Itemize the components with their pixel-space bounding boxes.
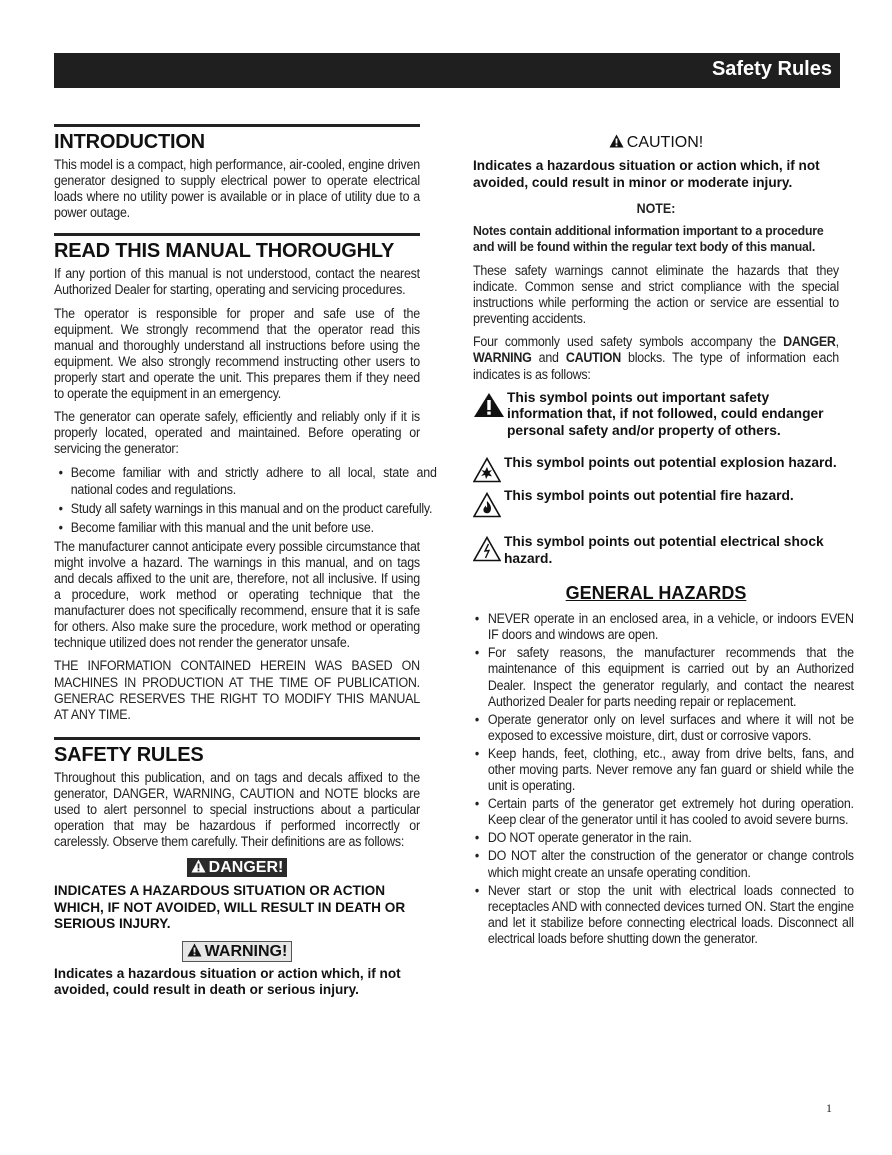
list-item: • Certain parts of the generator get extremely hot during operation. Keep clear of the generator until it has cooled to avoid severe burns. [473,796,854,828]
right-p2 [473,334,839,382]
symbol-row [473,455,839,472]
danger-label [187,858,288,877]
fire-icon [473,492,501,518]
list-item: • Become familiar with and strictly adhere to all local, state and national codes and regulations. [54,465,437,497]
read-manual-p1: If any portion of this manual is not understood, contact the nearest Authorized Dealer for starting, operating and servicing procedures. [54,266,420,298]
list-item: • Operate generator only on level surfaces and where it will not be exposed to excessive moisture, dirt, dust or corrosive vapors. [473,712,854,744]
list-item: • Study all safety warnings in this manual and on the product carefully. [54,501,437,517]
danger-label-text: DANGER! [208,859,284,877]
symbol-row [473,488,839,519]
warning-label-row [54,941,420,962]
intro-text: This model is a compact, high performance, air-cooled, engine driven generator designed to supply electrical power to operate electrical loads where no utility power is available or in place of utility due to a power outage. [54,157,420,221]
p2-warning: WARNING [473,350,532,366]
warning-label [182,941,293,962]
list-item: • DO NOT alter the construction of the generator or change controls which might create an unsafe operating condition. [473,848,854,880]
warning-label-text: WARNING! [204,942,288,960]
read-manual-p3: The generator can operate safely, efficiently and reliably only if it is properly located, operated and maintained. Before operating or servicing the generator: [54,409,420,457]
section-rule [54,233,420,236]
symbol-row [473,390,839,440]
p2-text: blocks. The type of information each indicates is as follows: [473,350,839,382]
list-item: • Keep hands, feet, clothing, etc., away from drive belts, fans, and other moving parts. Never remove any fan guard or shield while the unit is operating. [473,746,854,794]
electric-shock-icon [473,536,501,562]
danger-text: INDICATES A HAZARDOUS SITUATION OR ACTION WHICH, IF NOT AVOIDED, WILL RESULT IN DEATH OR SERIOUS INJURY. [54,883,406,932]
page-number: 1 [826,1101,832,1115]
list-item: • Never start or stop the unit with electrical loads connected to receptacles AND with connected devices turned ON. Start the engine and let it stabilize before connecting electrical loads. Disconnect all electrical loads before shutting down the generator. [473,883,854,947]
symbol-text: This symbol points out important safety information that, if not followed, could endanger personal safety and/or property of others. [507,389,824,438]
header-bar [54,53,840,88]
warning-text: Indicates a hazardous situation or action which, if not avoided, could result in death or serious injury. [54,965,401,998]
p2-caution: CAUTION [565,350,621,366]
read-manual-bullets [54,465,437,535]
exclamation-triangle-icon [473,392,505,418]
p2-text: and [531,350,566,366]
read-manual-heading: READ THIS MANUAL THOROUGHLY [54,240,395,263]
symbol-text: This symbol points out potential fire hazard. [504,487,794,503]
safety-rules-text: Throughout this publication, and on tags and decals affixed to the generator, DANGER, WARNING, CAUTION and NOTE blocks are used to alert personnel to special instructions about a particular operation that may be hazardous if performed incorrectly or carelessly. Observe them carefully. Their definitions are as follows: [54,769,420,850]
p2-text: , [835,334,839,350]
warning-triangle-icon [609,134,624,148]
warning-triangle-icon [187,943,202,957]
intro-heading: INTRODUCTION [54,131,205,153]
list-item: • DO NOT operate generator in the rain. [473,830,854,846]
caution-label-text: CAUTION! [626,134,704,151]
p2-danger: DANGER [783,334,836,350]
list-item: • For safety reasons, the manufacturer recommends that the maintenance of this equipment is carried out by an Authorized Dealer. Inspect the generator regularly, and contact the nearest Authorized Dealer for parts needing repair or replacement. [473,645,854,709]
danger-label-row [54,858,420,877]
general-hazards-list [473,611,854,947]
list-item: • NEVER operate in an enclosed area, in a vehicle, or indoors EVEN IF doors and windows are open. [473,611,854,643]
symbol-row [473,534,839,567]
warning-triangle-icon [191,859,206,873]
symbol-text: This symbol points out potential electrical shock hazard. [504,534,824,566]
p2-text: Four commonly used safety symbols accompany the [473,334,784,350]
read-manual-p4: The manufacturer cannot anticipate every possible circumstance that might involve a hazard. The warnings in this manual, and on tags and decals affixed to the unit are, therefore, not all inclusive. If using a procedure, work method or operating technique that the manufacturer does not specifically recommend, ensure that it is safe for others. Also make sure the procedure, work method or operating technique utilized does not render the generator unsafe. [54,538,420,651]
section-rule [54,737,420,740]
caution-label [473,134,839,152]
note-text: Notes contain additional information important to a procedure and will be found within the regular text body of this manual. [473,223,824,254]
list-item: • Become familiar with this manual and the unit before use. [54,520,437,536]
caution-text: Indicates a hazardous situation or action which, if not avoided, could result in minor or moderate injury. [473,158,820,190]
read-manual-p2: The operator is responsible for proper and safe use of the equipment. We strongly recommend that the operator read this manual and thoroughly understand all instructions before using the equipment. We also strongly recommend instructing other users to properly start and operate the unit. This prepares them if they need to operate the equipment in an emergency. [54,305,420,402]
page-header-title: Safety Rules [711,58,832,80]
read-manual-p5: THE INFORMATION CONTAINED HEREIN WAS BASED ON MACHINES IN PRODUCTION AT THE TIME OF PUBLICATION. GENERAC RESERVES THE RIGHT TO MODIFY THIS MANUAL AT ANY TIME. [54,658,420,722]
safety-rules-heading: SAFETY RULES [54,743,204,766]
section-rule [54,124,420,127]
explosion-icon [473,457,501,483]
right-column [473,124,854,949]
left-column [54,124,437,1007]
general-hazards-heading: GENERAL HAZARDS [565,583,747,604]
note-label: NOTE: [636,201,676,216]
symbol-text: This symbol points out potential explosion hazard. [504,455,837,471]
right-p1: These safety warnings cannot eliminate the hazards that they indicate. Common sense and strict compliance with the special instructions while performing the action or service are essential to preventing accidents. [473,263,839,327]
